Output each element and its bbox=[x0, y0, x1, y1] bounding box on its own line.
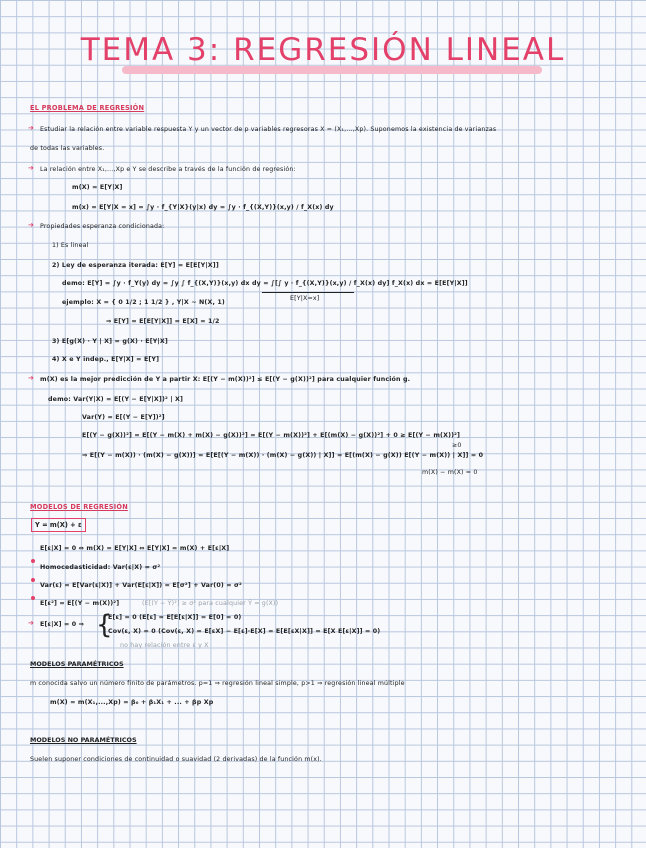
iterated-expectation-underlabel: E[Y|X=x] bbox=[290, 295, 320, 302]
section-heading-modelos: MODELOS DE REGRESIÓN bbox=[30, 503, 128, 511]
arrow-bullet-icon: ➔ bbox=[28, 619, 34, 627]
implication-lhs: E[ε|X] = 0 ⇒ bbox=[40, 621, 85, 628]
demo-cross-term-underlabel: m(X) − m(X) = 0 bbox=[422, 469, 478, 476]
demo-var: Var(Y) = E[(Y − E[Y])²] bbox=[82, 414, 165, 421]
property-3: 3) E[g(X) · Y | X] = g(X) · E[Y|X] bbox=[52, 338, 168, 345]
implication-mean-zero: E[ε] = 0 (E[ε] = E[E[ε|X]] = E[0] = 0) bbox=[108, 614, 242, 621]
intro-line-1: Estudiar la relación entre variable respuesta Y y un vector de p variables regresoras X = (X₁,...,Xp). Suponemos la existencia de varianzas bbox=[40, 126, 497, 133]
property-4: 4) X e Y indep., E[Y|X] = E[Y] bbox=[52, 356, 160, 363]
page-title: TEMA 3: REGRESIÓN LINEAL bbox=[80, 32, 566, 68]
properties-line: Propiedades esperanza condicionada: bbox=[40, 223, 165, 230]
arrow-bullet-icon: ➔ bbox=[28, 374, 34, 382]
property-1: 1) Es lineal bbox=[52, 242, 89, 249]
implication-cov-zero: Cov(ε, X) = 0 (Cov(ε, X) = E[εX] − E[ε]·E[X] = E[E[εX|X]] = E[X E[ε|X]] = 0) bbox=[108, 628, 381, 635]
subheading-no-parametricos: MODELOS NO PARAMÉTRICOS bbox=[30, 736, 137, 744]
model-equation-box: Y = m(X) + ε bbox=[31, 518, 86, 532]
best-prediction-line: m(X) es la mejor predicción de Y a partir X: E[(Y − m(X))²] ≤ E[(Y − g(X))²] para cualquier función g. bbox=[40, 376, 411, 383]
relation-line: La relación entre X₁,...,Xp e Y se describe a través de la función de regresión: bbox=[40, 166, 296, 173]
regression-function-integral: m(x) = E[Y|X = x] = ∫y · f_{Y|X}(y|x) dy = ∫y · f_{(X,Y)}(x,y) / f_X(x) dy bbox=[72, 204, 334, 211]
brace-icon: { bbox=[96, 610, 113, 640]
demo-decomposition-underlabel: ≥0 bbox=[452, 442, 462, 449]
nonparametric-description: Suelen suponer condiciones de continuidad o suavidad (2 derivadas) de la función m(x). bbox=[30, 756, 322, 763]
subheading-parametricos: MODELOS PARAMÉTRICOS bbox=[30, 660, 124, 668]
dot-bullet-icon bbox=[31, 548, 35, 567]
demo-decomposition: E[(Y − g(X))²] = E[(Y − m(X) + m(X) − g(X))²] = E[(Y − m(X))²] + E[(m(X) − g(X))²] + 0 ≥ E[(Y − m(X))²] bbox=[82, 432, 461, 439]
section-heading-problema: EL PROBLEMA DE REGRESIÓN bbox=[30, 104, 145, 112]
demo-var-conditional: demo: Var(Y|X) = E[(Y − E[Y|X])² | X] bbox=[48, 396, 184, 403]
bullet-variance-note: (E[(Y − Ŷ)²] ≥ σ² para cualquier Ŷ = g(X)) bbox=[142, 600, 279, 607]
property-2: 2) Ley de esperanza iterada: E[Y] = E[E[Y|X]] bbox=[52, 262, 219, 269]
demo-cross-term: ⇒ E[(Y − m(X)) · (m(X) − g(X))] = E[E[(Y − m(X)) · (m(X) − g(X)) | X]] = E[(m(X) − g(X)) E[(Y − m(X)) | X]] = 0 bbox=[82, 452, 484, 459]
intro-line-2: de todas las variables. bbox=[30, 145, 105, 152]
parametric-description: m conocida salvo un número finito de parámetros. p=1 ⇒ regresión lineal simple, p>1 ⇒ regresión lineal múltiple bbox=[30, 680, 405, 687]
arrow-bullet-icon: ➔ bbox=[28, 221, 34, 229]
bullet-zero-mean: E[ε|X] = 0 ⇔ m(X) = E[Y|X] ⇔ E[Y|X] = m(X) + E[ε|X] bbox=[40, 545, 230, 552]
underbrace-line bbox=[262, 292, 354, 293]
bullet-variance-mse: E[ε²] = E[(Y − m(X))²] bbox=[40, 600, 120, 607]
dot-bullet-icon bbox=[31, 585, 35, 604]
dot-bullet-icon bbox=[31, 567, 35, 586]
bullet-homoscedasticity: Homocedasticidad: Var(ε|X) = σ² bbox=[40, 564, 161, 571]
arrow-bullet-icon: ➔ bbox=[28, 124, 34, 132]
example-line: ejemplo: X = { 0 1/2 ; 1 1/2 } , Y|X ~ N(X, 1) bbox=[62, 299, 225, 306]
bullet-variance: Var(ε) = E[Var(ε|X)] + Var(E[ε|X]) = E[σ²] + Var(0) = σ² bbox=[40, 582, 242, 589]
example-result: ⇒ E[Y] = E[E[Y|X]] = E[X] = 1/2 bbox=[106, 318, 220, 325]
parametric-formula: m(X) = m(X₁,...,Xp) = β₀ + β₁X₁ + ... + βp Xp bbox=[50, 699, 214, 706]
arrow-bullet-icon: ➔ bbox=[28, 164, 34, 172]
iterated-expectation-demo: demo: E[Y] = ∫y · f_Y(y) dy = ∫y ∫ f_{(X,Y)}(x,y) dx dy = ∫[∫ y · f_{(X,Y)}(x,y) / f_X(x) dy] f_X(x) dx = E[E[Y|X]] bbox=[62, 280, 468, 287]
regression-function-def: m(X) = E[Y|X] bbox=[72, 184, 123, 191]
implication-note: no hay relación entre ε y X bbox=[120, 642, 209, 649]
